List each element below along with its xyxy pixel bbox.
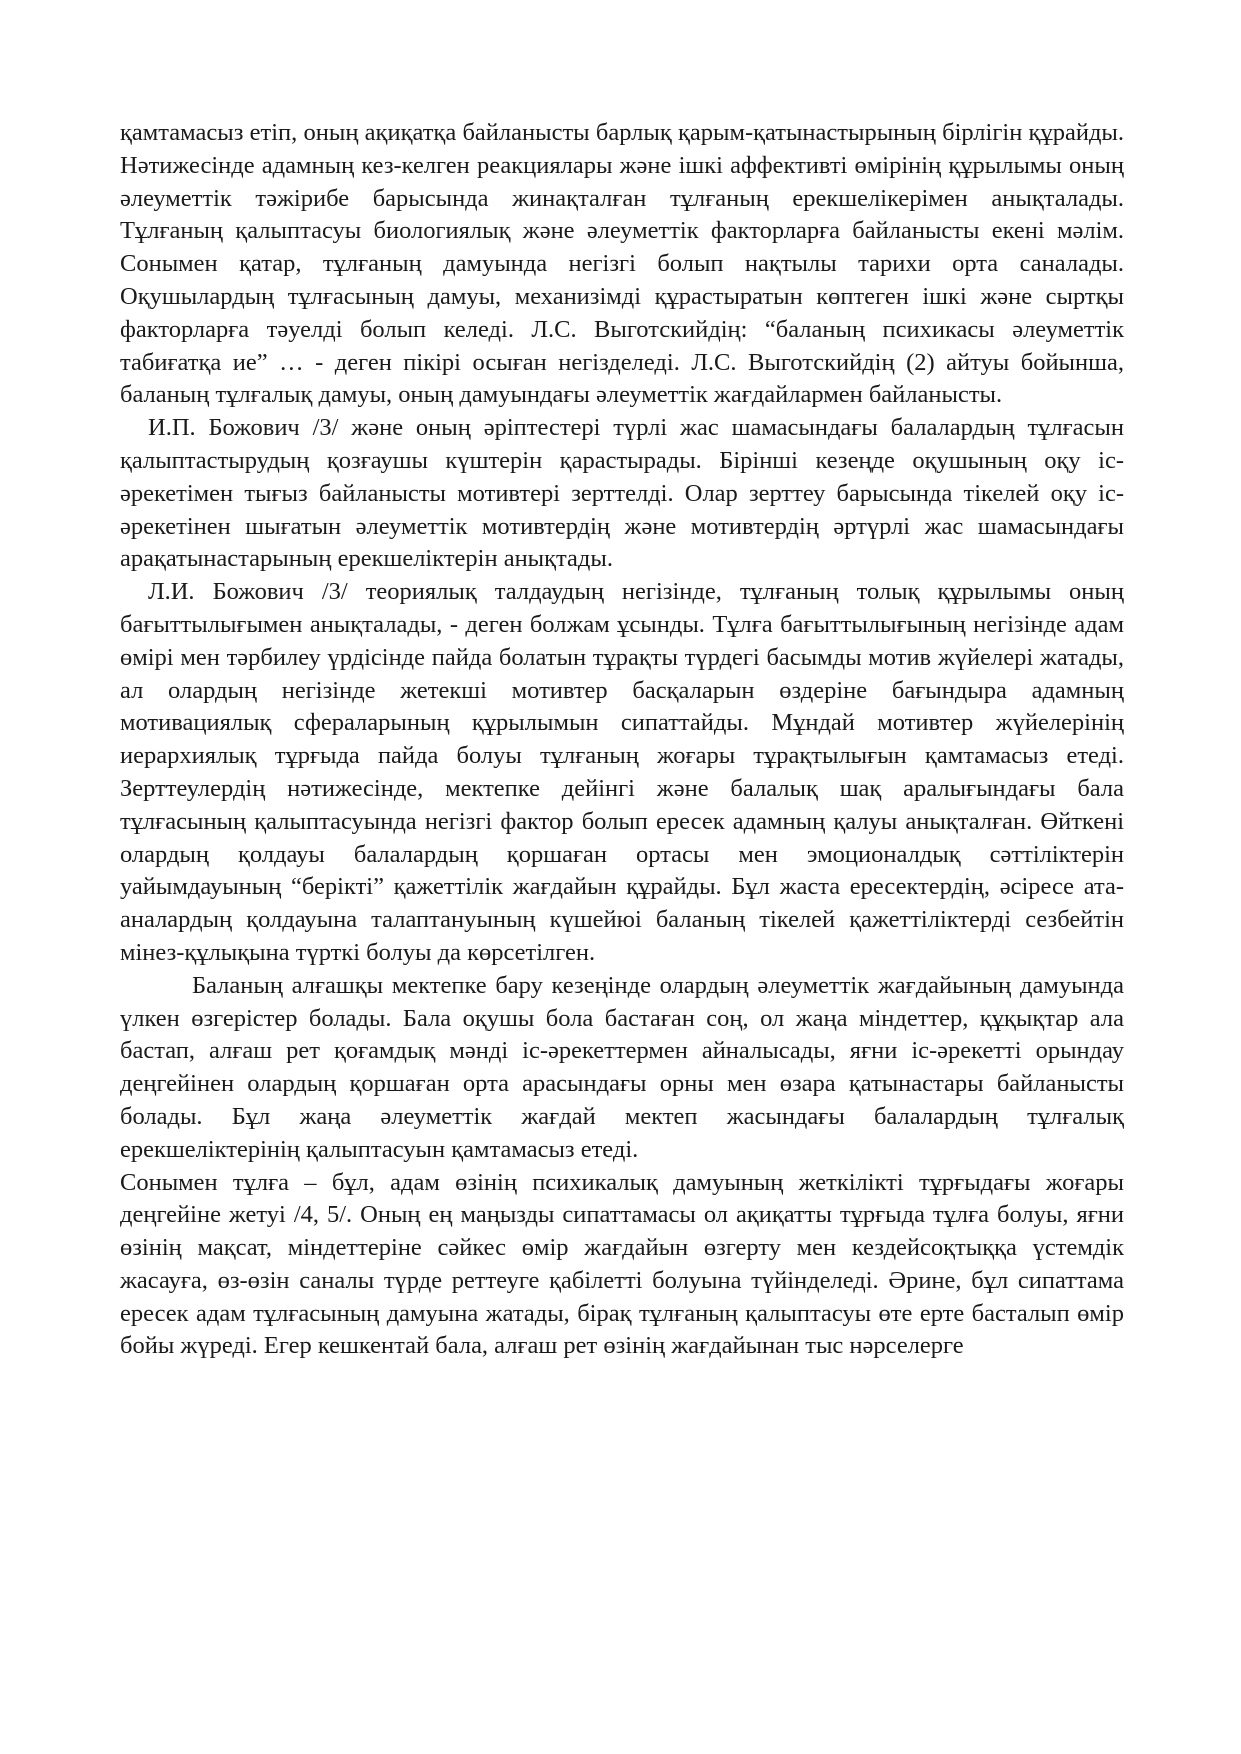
- paragraph-4: Баланың алғашқы мектепке бару кезеңінде олардың әлеуметтік жағдайының дамуында үлкен өзгерістер болады. Бала оқушы бола бастаған соң, ол жаңа міндеттер, құқықтар ала бастап, алғаш рет қоғамдық мәнді іс-әрекеттермен айналысады, яғни іс-әрекетті орындау деңгейінен олардың қоршаған орта арасындағы орны мен өзара қатынастары байланысты болады. Бұл жаңа әлеуметтік жағдай мектеп жасындағы балалардың тұлғалық ерекшеліктерінің қалыптасуын қамтамасыз етеді.: [120, 971, 1124, 1163]
- paragraph-3: Л.И. Божович /3/ теориялық талдаудың негізінде, тұлғаның толық құрылымы оның бағыттылығымен анықталады, - деген болжам ұсынды. Тұлға бағыттылығының негізінде адам өмірі мен тәрбилеу үрдісінде пайда болатын тұрақты түрдегі басымды мотив жүйелері жатады, ал олардың негізінде жетекші мотивтер басқаларын өздеріне бағындыра адамның мотивациялық сфераларының құрылымын сипаттайды. Мұндай мотивтер жүйелерінің иерархиялық тұрғыда пайда болуы тұлғаның жоғары тұрақтылығын қамтамасыз етеді. Зерттеулердің нәтижесінде, мектепке дейінгі және балалық шақ аралығындағы бала тұлғасының қалыптасуында негізгі фактор болып ересек адамның қалуы анықталған. Өйткені олардың қолдауы балалардың қоршаған ортасы мен эмоционалдық сәттіліктерін уайымдауының “берікті” қажеттілік жағдайын құрайды. Бұл жаста ересектердің, әсіресе ата-аналардың қолдауына талаптануының күшейюі баланың тікелей қажеттіліктерді сезбейтін мінез-құлықына түрткі болуы да көрсетілген.: [120, 578, 1124, 966]
- paragraph-2: И.П. Божович /3/ және оның әріптестері түрлі жас шамасындағы балалардың тұлғасын қалыптастырудың қозғаушы күштерін қарастырады. Бірінші кезеңде оқушының оқу іс-әрекетімен тығыз байланысты мотивтері зерттелді. Олар зерттеу барысында тікелей оқу іс-әрекетінен шығатын әлеуметтік мотивтердің және мотивтердің әртүрлі жас шамасындағы арақатынастарының ерекшеліктерін анықтады.: [120, 414, 1124, 573]
- document-page: [120, 117, 1124, 1363]
- paragraph-1: қамтамасыз етіп, оның ақиқатқа байланысты барлық қарым-қатынастырының бірлігін құрайды. Нәтижесінде адамның кез-келген реакциялары және ішкі аффективті өмірінің құрылымы оның әлеуметтік тәжірибе барысында жинақталған тұлғаның ерекшелікерімен анықталады. Тұлғаның қалыптасуы биологиялық және әлеуметтік факторларға байланысты екені мәлім. Сонымен қатар, тұлғаның дамуында негізгі болып нақтылы тарихи орта саналады. Оқушылардың тұлғасының дамуы, механизімді құрастыратын көптеген ішкі және сыртқы факторларға тәуелді болып келеді. Л.С. Выготскийдің: “баланың психикасы әлеуметтік табиғатқа ие” … - деген пікірі осыған негізделеді. Л.С. Выготскийдің (2) айтуы бойынша, баланың тұлғалық дамуы, оның дамуындағы әлеуметтік жағдайлармен байланысты.: [120, 119, 1124, 409]
- paragraph-5: Сонымен тұлға – бұл, адам өзінің психикалық дамуының жеткілікті тұрғыдағы жоғары деңгейіне жетуі /4, 5/. Оның ең маңызды сипаттамасы ол ақиқатты тұрғыда тұлға болуы, яғни өзінің мақсат, міндеттеріне сәйкес өмір жағдайын өзгерту мен кездейсоқтыққа үстемдік жасауға, өз-өзін саналы түрде реттеуге қабілетті болуына түйінделеді. Әрине, бұл сипаттама ересек адам тұлғасының дамуына жатады, бірақ тұлғаның қалыптасуы өте ерте басталып өмір бойы жүреді. Егер кешкентай бала, алғаш рет өзінің жағдайынан тыс нәрселерге: [120, 1168, 1124, 1360]
